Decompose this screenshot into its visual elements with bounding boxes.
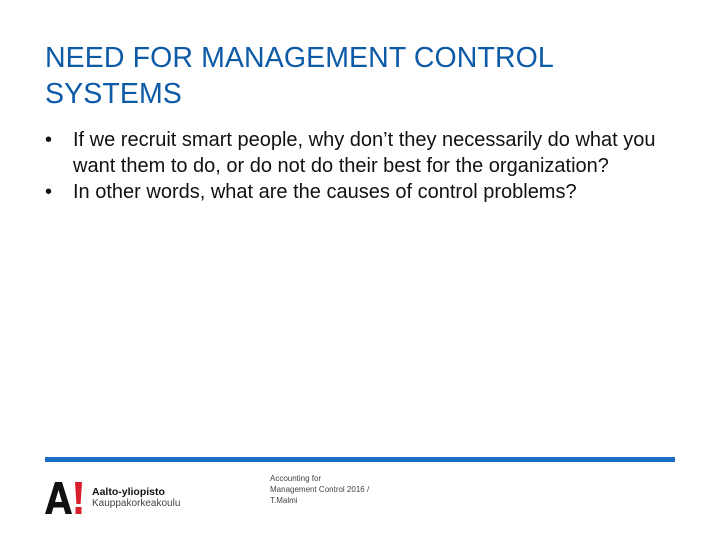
aalto-a-exclamation-icon xyxy=(45,482,85,514)
bullet-list xyxy=(45,127,685,205)
bullet-marker: • xyxy=(45,129,53,151)
logo-text xyxy=(92,486,180,510)
bullet-item xyxy=(45,179,685,205)
logo-university-name: Aalto-yliopisto xyxy=(92,486,165,498)
footer-divider xyxy=(45,457,675,462)
bullet-text: If we recruit smart people, why don’t they necessarily do what you want them to do, or do not do their best for the organization? xyxy=(73,129,656,177)
slide-title: NEED FOR MANAGEMENT CONTROL SYSTEMS xyxy=(45,42,553,110)
footer-caption: Accounting for Management Control 2016 / T.Malmi xyxy=(270,474,370,505)
bullet-text: In other words, what are the causes of control problems? xyxy=(73,181,577,203)
bullet-marker: • xyxy=(45,181,53,203)
aalto-logo xyxy=(45,480,180,516)
bullet-item xyxy=(45,127,685,179)
logo-school-name: Kauppakorkeakoulu xyxy=(92,498,181,509)
